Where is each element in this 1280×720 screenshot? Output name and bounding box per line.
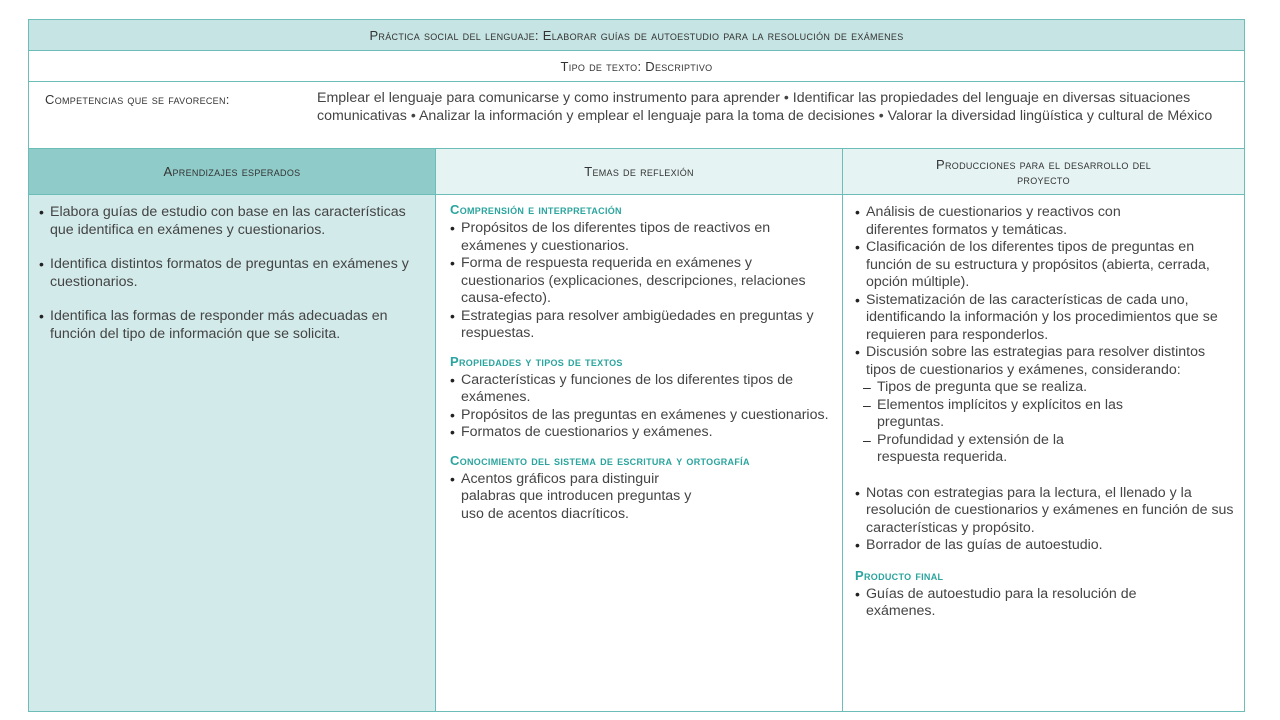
aprendizajes-list <box>39 204 425 343</box>
title-row <box>29 20 1244 51</box>
list-item: • Propósitos de las preguntas en exámenes y cuestionarios. <box>450 407 832 425</box>
column-header-row <box>29 149 1244 195</box>
sub-list-item: – Profundidad y extensión de la respuesta requerida. <box>855 432 1107 467</box>
list-item: • Características y funciones de los diferentes tipos de exámenes. <box>450 372 832 407</box>
list-item: • Análisis de cuestionarios y reactivos con diferentes formatos y temáticas. <box>855 204 1186 239</box>
text-type-row <box>29 51 1244 82</box>
temas-section <box>450 454 832 524</box>
section-heading: Conocimiento del sistema de escritura y ortografía <box>450 452 750 468</box>
list-item: • Discusión sobre las estrategias para resolver distintos tipos de cuestionarios y exámenes, considerando: <box>855 344 1206 379</box>
considerations-list <box>855 379 1234 467</box>
section-heading: Propiedades y tipos de textos <box>450 353 623 369</box>
list-item: • Forma de respuesta requerida en exámenes y cuestionarios (explicaciones, descripciones, relaciones causa-efecto). <box>450 255 832 308</box>
column-header-aprendizajes <box>29 149 436 194</box>
column-header-temas <box>436 149 843 194</box>
list-item: • Acentos gráficos para distinguir palabras que introducen preguntas y uso de acentos diacríticos. <box>450 471 701 524</box>
practice-title: Práctica social del lenguaje: Elaborar guías de autoestudio para la resolución de exámenes <box>369 27 904 43</box>
list-item: • Sistematización de las características de cada uno, identificando la información y los procedimientos que se requieren para responderlos. <box>855 292 1234 345</box>
section-heading: Comprensión e interpretación <box>450 202 622 217</box>
list-item: • Identifica las formas de responder más adecuadas en función del tipo de información que se solicita. <box>39 308 425 343</box>
list-item: • Guías de autoestudio para la resolución de exámenes. <box>855 586 1206 621</box>
column-header-label: Producciones para el desarrollo del proyecto <box>936 156 1151 187</box>
aprendizajes-cell <box>29 195 436 711</box>
producciones-cell <box>843 195 1244 711</box>
sub-list-item: – Tipos de pregunta que se realiza. <box>855 379 1234 397</box>
list-item: • Clasificación de los diferentes tipos de preguntas en función de su estructura y propósitos (abierta, cerrada, opción múltiple). <box>855 239 1234 292</box>
competencies-text: Emplear el lenguaje para comunicarse y como instrumento para aprender • Identificar las propiedades del lenguaje en diversas situaciones comunicativas • Analizar la información y emplear el lenguaje para la toma de decisiones • Valorar la diversidad lingüística y cultural de México <box>317 90 1213 124</box>
list-item: • Notas con estrategias para la lectura, el llenado y la resolución de cuestionarios y exámenes en función de sus características y propósito. <box>855 485 1234 538</box>
producciones-list <box>855 204 1234 379</box>
temas-section <box>450 203 832 343</box>
list-item: • Identifica distintos formatos de preguntas en exámenes y cuestionarios. <box>39 256 425 291</box>
text-type: Tipo de texto: Descriptivo <box>560 58 713 74</box>
column-header-label: Temas de reflexión <box>584 164 694 179</box>
list-item: • Borrador de las guías de autoestudio. <box>855 537 1234 555</box>
temas-cell <box>436 195 843 711</box>
producciones-list-after <box>855 485 1234 555</box>
column-header-producciones <box>843 149 1244 194</box>
final-product-heading: Producto final <box>855 567 944 583</box>
list-item: • Elabora guías de estudio con base en las características que identifica en exámenes y cuestionarios. <box>39 204 425 239</box>
competencies-label: Competencias que se favorecen: <box>45 92 230 107</box>
body-row <box>29 195 1244 711</box>
column-header-label: Aprendizajes esperados <box>163 164 301 179</box>
list-item: • Formatos de cuestionarios y exámenes. <box>450 424 832 442</box>
list-item: • Propósitos de los diferentes tipos de reactivos en exámenes y cuestionarios. <box>450 220 832 255</box>
sub-list-item: – Elementos implícitos y explícitos en las preguntas. <box>855 397 1127 432</box>
temas-section <box>450 355 832 442</box>
competencies-row <box>29 82 1244 149</box>
curriculum-table <box>28 19 1245 712</box>
list-item: • Estrategias para resolver ambigüedades en preguntas y respuestas. <box>450 308 832 343</box>
